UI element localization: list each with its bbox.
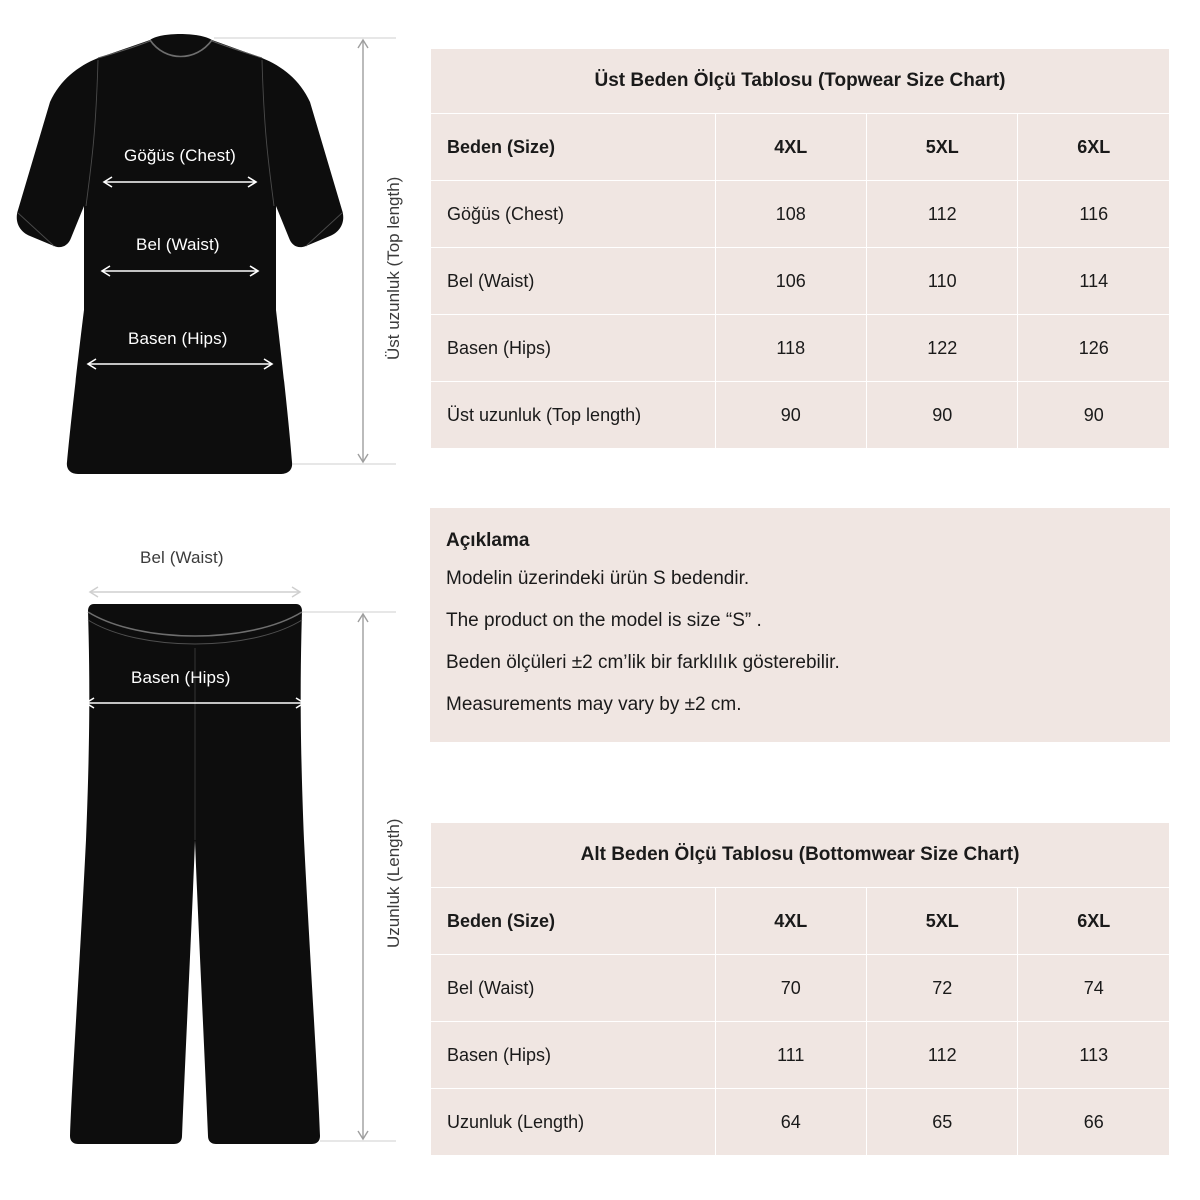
label-hips-bottom: Basen (Hips) [131, 668, 231, 687]
description-line-3: Beden ölçüleri ±2 cm’lik bir farklılık gösterebilir. [446, 652, 840, 673]
bottomwear-header-4xl: 4XL [715, 888, 866, 955]
topwear-waist-6xl: 114 [1018, 248, 1170, 315]
bottomwear-hips-4xl: 111 [715, 1022, 866, 1089]
top-length-arrow [358, 40, 368, 462]
label-length-bottom: Uzunluk (Length) [384, 818, 403, 948]
bottomwear-title: Alt Beden Ölçü Tablosu (Bottomwear Size Chart) [431, 823, 1170, 888]
bottomwear-header-5xl: 5XL [867, 888, 1018, 955]
description-line-4: Measurements may vary by ±2 cm. [446, 694, 742, 715]
bottomwear-length-5xl: 65 [867, 1089, 1018, 1156]
topwear-hips-6xl: 126 [1018, 315, 1170, 382]
bottomwear-header-6xl: 6XL [1018, 888, 1170, 955]
bottomwear-hips-5xl: 112 [867, 1022, 1018, 1089]
waist-measure-arrow-bottom [90, 587, 300, 597]
label-top-length: Üst uzunluk (Top length) [384, 176, 403, 360]
table-row [431, 955, 1170, 1022]
table-header-row [431, 888, 1170, 955]
bottomwear-waist-4xl: 70 [715, 955, 866, 1022]
illustration-column [0, 0, 420, 1200]
topwear-title: Üst Beden Ölçü Tablosu (Topwear Size Chart) [431, 49, 1170, 114]
table-row [431, 248, 1170, 315]
bottomwear-row-label-waist: Bel (Waist) [431, 955, 716, 1022]
tunic-svg [0, 10, 420, 500]
description-card [430, 508, 1170, 742]
description-body [430, 508, 1170, 742]
topwear-top-length-6xl: 90 [1018, 382, 1170, 449]
topwear-hips-4xl: 118 [715, 315, 866, 382]
bottomwear-size-chart-card [430, 822, 1170, 1156]
bottomwear-header-size: Beden (Size) [431, 888, 716, 955]
table-header-row [431, 114, 1170, 181]
topwear-top-length-5xl: 90 [867, 382, 1018, 449]
table-row [431, 1089, 1170, 1156]
topwear-top-length-4xl: 90 [715, 382, 866, 449]
topwear-row-label-hips: Basen (Hips) [431, 315, 716, 382]
topwear-waist-5xl: 110 [867, 248, 1018, 315]
trousers-svg [0, 540, 420, 1200]
topwear-header-size: Beden (Size) [431, 114, 716, 181]
table-title-row [431, 49, 1170, 114]
topwear-chest-6xl: 116 [1018, 181, 1170, 248]
description-line-1: Modelin üzerindeki ürün S bedendir. [446, 568, 750, 589]
bottomwear-row-label-length: Uzunluk (Length) [431, 1089, 716, 1156]
label-chest-top: Göğüs (Chest) [124, 146, 236, 165]
topwear-size-chart-card [430, 48, 1170, 449]
label-waist-bottom: Bel (Waist) [140, 548, 224, 567]
topwear-row-label-waist: Bel (Waist) [431, 248, 716, 315]
topwear-row-label-chest: Göğüs (Chest) [431, 181, 716, 248]
topwear-header-4xl: 4XL [715, 114, 866, 181]
label-hips-top: Basen (Hips) [128, 329, 228, 348]
topwear-header-5xl: 5XL [867, 114, 1018, 181]
topwear-illustration [0, 10, 420, 500]
table-title-row [431, 823, 1170, 888]
length-measure-arrow [358, 614, 368, 1139]
bottomwear-hips-6xl: 113 [1018, 1022, 1170, 1089]
bottomwear-waist-6xl: 74 [1018, 955, 1170, 1022]
label-waist-top: Bel (Waist) [136, 235, 220, 254]
bottomwear-length-6xl: 66 [1018, 1089, 1170, 1156]
bottomwear-waist-5xl: 72 [867, 955, 1018, 1022]
table-row [431, 315, 1170, 382]
tables-column [430, 0, 1190, 1200]
bottomwear-row-label-hips: Basen (Hips) [431, 1022, 716, 1089]
bottomwear-size-table [430, 822, 1170, 1156]
description-line-2: The product on the model is size “S” . [446, 610, 762, 631]
description-title: Açıklama [446, 530, 530, 551]
table-row [431, 181, 1170, 248]
topwear-size-table [430, 48, 1170, 449]
topwear-row-label-top-length: Üst uzunluk (Top length) [431, 382, 716, 449]
topwear-header-6xl: 6XL [1018, 114, 1170, 181]
table-row [431, 1022, 1170, 1089]
topwear-chest-4xl: 108 [715, 181, 866, 248]
topwear-chest-5xl: 112 [867, 181, 1018, 248]
bottomwear-length-4xl: 64 [715, 1089, 866, 1156]
table-row [431, 382, 1170, 449]
topwear-hips-5xl: 122 [867, 315, 1018, 382]
bottomwear-illustration [0, 540, 420, 1200]
topwear-waist-4xl: 106 [715, 248, 866, 315]
